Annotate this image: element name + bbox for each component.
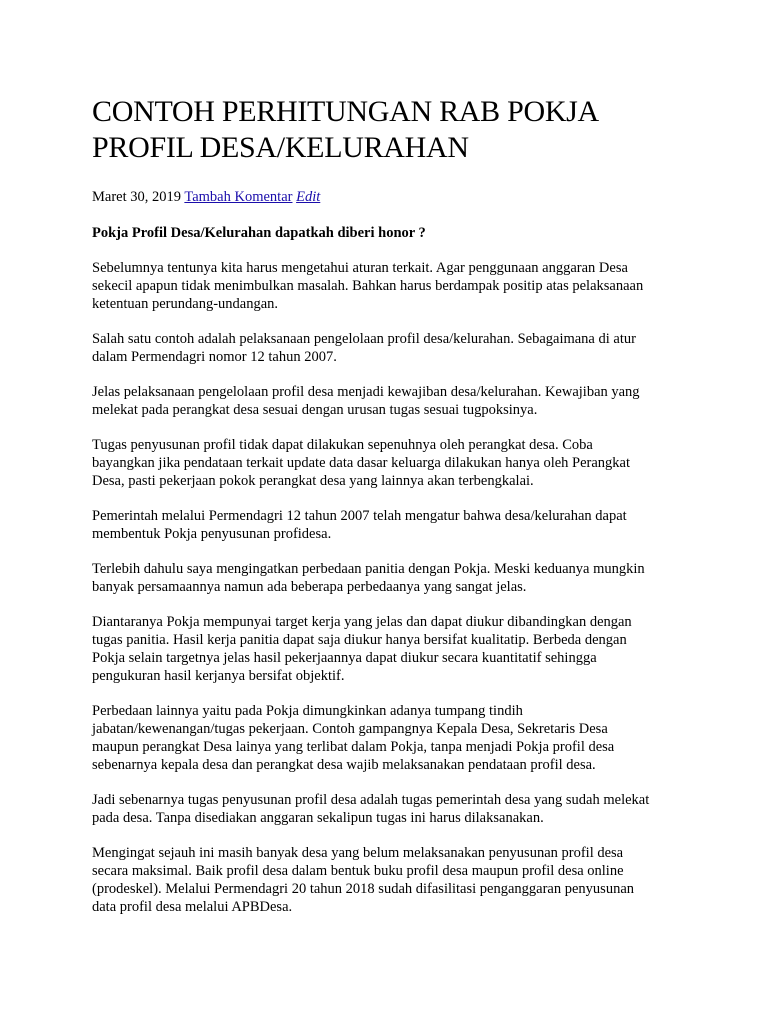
paragraph <box>92 436 692 490</box>
paragraph-line: Jelas pelaksanaan pengelolaan profil desa menjadi kewajiban desa/kelurahan. Kewajiban yang <box>92 384 640 400</box>
paragraph <box>92 613 692 685</box>
paragraph-line: dalam Permendagri nomor 12 tahun 2007. <box>92 349 337 365</box>
paragraph-line: pada desa. Tanpa disediakan anggaran sekalipun tugas ini harus dilaksanakan. <box>92 810 544 826</box>
lead-question: Pokja Profil Desa/Kelurahan dapatkah diberi honor ? <box>92 225 426 241</box>
paragraph-line: maupun perangkat Desa lainya yang terlibat dalam Pokja, tanpa menjadi Pokja profil desa <box>92 739 615 755</box>
article <box>92 94 692 916</box>
paragraph-line: Sebelumnya tentunya kita harus mengetahui aturan terkait. Agar penggunaan anggaran Desa <box>92 260 628 276</box>
paragraph-line: jabatan/kewenangan/tugas pekerjaan. Contoh gampangnya Kepala Desa, Sekretaris Desa <box>92 721 608 737</box>
paragraph-line: Diantaranya Pokja mempunyai target kerja yang jelas dan dapat diukur dibandingkan dengan <box>92 614 632 630</box>
paragraph <box>92 791 692 827</box>
paragraph <box>92 844 692 916</box>
paragraph-line: (prodeskel). Melalui Permendagri 20 tahun 2018 sudah difasilitasi penganggaran penyusunan <box>92 881 635 897</box>
paragraph <box>92 383 692 419</box>
paragraph-line: bayangkan jika pendataan terkait update data dasar keluarga dilakukan hanya oleh Perangkat <box>92 455 631 471</box>
edit-link[interactable]: Edit <box>296 189 321 205</box>
paragraph-line: Terlebih dahulu saya mengingatkan perbedaan panitia dengan Pokja. Meski keduanya mungkin <box>92 561 645 577</box>
paragraph-line: Pemerintah melalui Permendagri 12 tahun 2007 telah mengatur bahwa desa/kelurahan dapat <box>92 508 627 524</box>
paragraph-line: secara maksimal. Baik profil desa dalam bentuk buku profil desa maupun profil desa online <box>92 863 624 879</box>
paragraph-line: Tugas penyusunan profil tidak dapat dilakukan sepenuhnya oleh perangkat desa. Coba <box>92 437 593 453</box>
paragraph-line: membentuk Pokja penyusunan profidesa. <box>92 526 332 542</box>
post-date: Maret 30, 2019 <box>92 189 181 205</box>
paragraph-line: data profil desa melalui APBDesa. <box>92 899 293 915</box>
paragraph-line: melekat pada perangkat desa sesuai dengan urusan tugas sesuai tugpoksinya. <box>92 402 538 418</box>
paragraph-line: banyak persamaannya namun ada beberapa perbedaanya yang sangat jelas. <box>92 579 527 595</box>
title-line-1: CONTOH PERHITUNGAN RAB POKJA <box>92 95 599 128</box>
paragraph-line: sekecil apapun tidak menimbulkan masalah. Bahkan harus berdampak positip atas pelaksanaan <box>92 278 644 294</box>
paragraph-line: Jadi sebenarnya tugas penyusunan profil desa adalah tugas pemerintah desa yang sudah melekat <box>92 792 650 808</box>
article-body <box>92 259 692 916</box>
paragraph-line: Perbedaan lainnya yaitu pada Pokja dimungkinkan adanya tumpang tindih <box>92 703 523 719</box>
post-meta <box>92 188 692 206</box>
title-line-2: PROFIL DESA/KELURAHAN <box>92 131 469 164</box>
paragraph-line: pengukuran hasil kerjanya bersifat objektif. <box>92 668 345 684</box>
paragraph-line: Desa, pasti pekerjaan pokok perangkat desa yang lainnya akan terbengkalai. <box>92 473 534 489</box>
paragraph-line: ketentuan perundang-undangan. <box>92 296 279 312</box>
paragraph-line: Salah satu contoh adalah pelaksanaan pengelolaan profil desa/kelurahan. Sebagaimana di atur <box>92 331 636 347</box>
add-comment-link[interactable]: Tambah Komentar <box>184 189 293 205</box>
paragraph-line: Mengingat sejauh ini masih banyak desa yang belum melaksanakan penyusunan profil desa <box>92 845 624 861</box>
paragraph <box>92 507 692 543</box>
paragraph-line: tugas panitia. Hasil kerja panitia dapat saja diukur hanya bersifat kualitatip. Berbeda dengan <box>92 632 627 648</box>
paragraph <box>92 330 692 366</box>
paragraph <box>92 259 692 313</box>
paragraph <box>92 560 692 596</box>
paragraph-line: sebenarnya kepala desa dan perangkat desa wajib melaksanakan pendataan profil desa. <box>92 757 596 773</box>
page-title <box>92 94 692 166</box>
paragraph-line: Pokja selain targetnya jelas hasil pekerjaannya dapat diukur secara kuantitatif sehingga <box>92 650 597 666</box>
paragraph <box>92 702 692 774</box>
